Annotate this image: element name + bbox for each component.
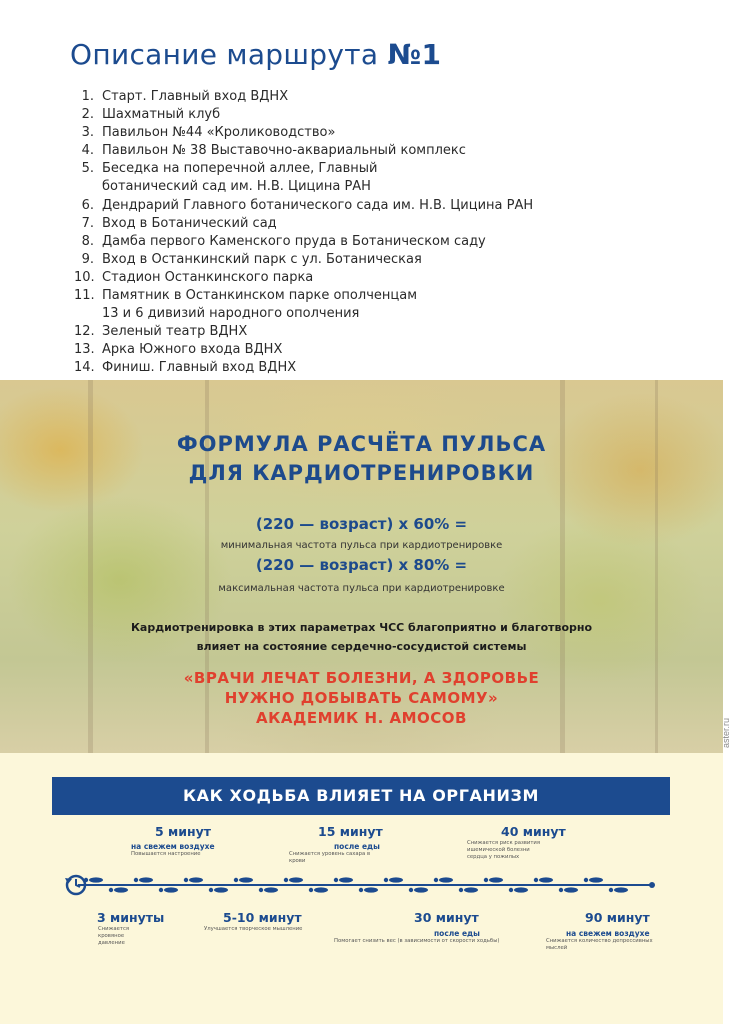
- footprint-icon: [314, 887, 328, 892]
- route-item: [74, 215, 694, 233]
- route-item-text-continued: 13 и 6 дивизий народного ополчения: [102, 306, 360, 322]
- route-item-number: 13.: [74, 342, 95, 358]
- route-item: [74, 287, 694, 323]
- footprint-heel-icon: [284, 878, 288, 882]
- route-item-text-continued: ботанический сад им. Н.В. Цицина РАН: [102, 179, 371, 195]
- footprint-icon: [539, 877, 553, 882]
- route-item-number: 4.: [81, 143, 94, 159]
- route-item-number: 6.: [81, 197, 94, 213]
- route-item: [74, 142, 694, 160]
- route-item-number: 14.: [74, 360, 95, 376]
- footprint-icon: [389, 877, 403, 882]
- route-item-number: 7.: [81, 215, 94, 231]
- formula-min-description: минимальная частота пульса при кардиотренировке: [220, 540, 503, 551]
- route-item-text: Дендрарий Главного ботанического сада им. Н.В. Цицина РАН: [102, 197, 534, 213]
- route-item-number: 12.: [74, 324, 95, 340]
- footprint-heel-icon: [184, 878, 188, 882]
- footprint-heel-icon: [159, 888, 163, 892]
- route-item: [74, 106, 694, 124]
- footprint-icon: [289, 877, 303, 882]
- footprint-icon: [464, 887, 478, 892]
- route-item-text: Финиш. Главный вход ВДНХ: [102, 360, 297, 376]
- quote-author: АКАДЕМИК Н. АМОСОВ: [255, 709, 467, 727]
- milestone-40-min-label: 40 минут: [501, 824, 566, 839]
- milestone-90-min-sub: на свежем воздухе: [566, 929, 650, 938]
- milestone-3-min-label: 3 минуты: [97, 910, 165, 925]
- footprint-heel-icon: [84, 878, 88, 882]
- route-item: [74, 88, 694, 106]
- milestone-5-min-note: Повышается настроение: [131, 851, 201, 857]
- footprint-heel-icon: [109, 888, 113, 892]
- footprint-heel-icon: [134, 878, 138, 882]
- quote-line-2: НУЖНО ДОБЫВАТЬ САМОМУ»: [224, 689, 499, 707]
- pulse-formula-section: [0, 380, 731, 753]
- formula-max-description: максимальная частота пульса при кардиотренировке: [218, 583, 505, 594]
- milestone-30-min-sub: после еды: [434, 929, 480, 938]
- footprint-icon: [139, 877, 153, 882]
- formula-max: (220 — возраст) х 80% =: [255, 556, 468, 574]
- footprint-heel-icon: [609, 888, 613, 892]
- footprint-heel-icon: [359, 888, 363, 892]
- milestone-30-min-note: Помогает снизить вес (в зависимости от скорости ходьбы): [334, 938, 500, 944]
- milestone-40-min-note: Снижается риск развития ишемической болезни сердца у пожилых: [467, 840, 541, 860]
- route-item: [74, 269, 694, 287]
- footprint-icon: [239, 877, 253, 882]
- route-item: [74, 233, 694, 251]
- amosov-quote: [0, 668, 723, 728]
- route-item: [74, 341, 694, 359]
- pulse-title-line-2: ДЛЯ КАРДИОТРЕНИРОВКИ: [188, 461, 535, 485]
- route-item-number: 9.: [81, 251, 94, 267]
- side-watermark: aster.ru: [721, 718, 731, 749]
- footprint-icon: [189, 877, 203, 882]
- footprint-heel-icon: [434, 878, 438, 882]
- route-title-prefix: Описание маршрута: [70, 38, 388, 71]
- milestone-5-10-min-label: 5-10 минут: [223, 910, 302, 925]
- milestone-15-min-sub: после еды: [334, 842, 380, 851]
- route-item-text: Дамба первого Каменского пруда в Ботаническом саду: [102, 233, 486, 249]
- milestone-90-min-label: 90 минут: [585, 910, 650, 925]
- route-item-text: Вход в Останкинский парк с ул. Ботаническая: [102, 251, 422, 267]
- route-item-text: Зеленый театр ВДНХ: [102, 324, 248, 340]
- route-item: [74, 197, 694, 215]
- route-item: [74, 359, 694, 377]
- route-item-number: 3.: [81, 125, 94, 141]
- footprint-icon: [589, 877, 603, 882]
- footprint-heel-icon: [584, 878, 588, 882]
- footprint-heel-icon: [509, 888, 513, 892]
- footprint-heel-icon: [334, 878, 338, 882]
- route-title-number: №1: [387, 38, 442, 71]
- pulse-note-line-2: влияет на состояние сердечно-сосудистой системы: [196, 640, 527, 653]
- footprint-heel-icon: [559, 888, 563, 892]
- route-item: [74, 251, 694, 269]
- route-item-number: 2.: [81, 107, 94, 123]
- route-item-text: Шахматный клуб: [102, 107, 221, 123]
- walking-timeline-graphic: [0, 753, 723, 1024]
- footprint-heel-icon: [409, 888, 413, 892]
- footprint-icon: [414, 887, 428, 892]
- footprint-icon: [114, 887, 128, 892]
- route-item-text: Павильон № 38 Выставочно-аквариальный комплекс: [102, 143, 466, 159]
- milestone-15-min-note: Снижается уровень сахара в крови: [289, 851, 371, 864]
- milestone-5-min-label: 5 минут: [155, 824, 212, 839]
- pulse-note-line-1: Кардиотренировка в этих параметрах ЧСС благоприятно и благотворно: [130, 621, 593, 634]
- route-item-text: Павильон №44 «Кролиководство»: [102, 125, 336, 141]
- footprint-heel-icon: [209, 888, 213, 892]
- route-item: [74, 124, 694, 142]
- route-item-number: 5.: [81, 161, 94, 177]
- milestone-5-10-min-note: Улучшается творческое мышление: [204, 926, 303, 932]
- footprint-icon: [489, 877, 503, 882]
- route-item: [74, 160, 694, 196]
- route-item-text: Беседка на поперечной аллее, Главный: [102, 161, 378, 177]
- route-item-text: Арка Южного входа ВДНХ: [102, 342, 283, 358]
- footprint-icon: [339, 877, 353, 882]
- milestone-15-min-label: 15 минут: [318, 824, 383, 839]
- route-item-text: Памятник в Останкинском парке ополченцам: [102, 288, 417, 304]
- milestone-5-min-sub: на свежем воздухе: [131, 842, 215, 851]
- walking-banner: КАК ХОДЬБА ВЛИЯЕТ НА ОРГАНИЗМ: [52, 777, 670, 815]
- formula-min: (220 — возраст) х 60% =: [255, 515, 468, 533]
- footprint-heel-icon: [384, 878, 388, 882]
- route-title: [70, 38, 441, 71]
- route-item-number: 11.: [74, 288, 95, 304]
- milestone-90-min-note: Снижается количество депрессивных мыслей: [546, 938, 653, 951]
- route-item-text: Вход в Ботанический сад: [102, 215, 277, 231]
- footprint-icon: [264, 887, 278, 892]
- footprint-icon: [164, 887, 178, 892]
- route-item-text: Стадион Останкинского парка: [102, 269, 314, 285]
- pulse-title: [0, 430, 723, 488]
- pulse-title-line-1: ФОРМУЛА РАСЧЁТА ПУЛЬСА: [176, 432, 547, 456]
- footprint-icon: [364, 887, 378, 892]
- route-item-text: Старт. Главный вход ВДНХ: [102, 89, 289, 104]
- footprint-heel-icon: [234, 878, 238, 882]
- milestone-3-min-note: Снижается кровяное давление: [98, 926, 130, 946]
- footprint-heel-icon: [459, 888, 463, 892]
- footprint-icon: [614, 887, 628, 892]
- footprint-icon: [564, 887, 578, 892]
- footprint-icon: [214, 887, 228, 892]
- footprint-heel-icon: [534, 878, 538, 882]
- milestone-30-min-label: 30 минут: [414, 910, 479, 925]
- quote-line-1: «ВРАЧИ ЛЕЧАТ БОЛЕЗНИ, А ЗДОРОВЬЕ: [183, 669, 540, 687]
- route-item-number: 1.: [81, 89, 94, 104]
- footprint-heel-icon: [484, 878, 488, 882]
- route-item-number: 10.: [74, 269, 95, 285]
- footprint-heel-icon: [259, 888, 263, 892]
- footprint-heel-icon: [309, 888, 313, 892]
- route-list: [74, 88, 694, 378]
- route-item: [74, 323, 694, 341]
- route-section: [0, 0, 723, 380]
- footprint-icon: [89, 877, 103, 882]
- footprint-icon: [514, 887, 528, 892]
- walking-effects-section: [0, 753, 723, 1024]
- route-item-number: 8.: [81, 233, 94, 249]
- timeline-end-dot: [649, 882, 655, 888]
- pulse-note: [0, 618, 723, 656]
- footprint-icon: [439, 877, 453, 882]
